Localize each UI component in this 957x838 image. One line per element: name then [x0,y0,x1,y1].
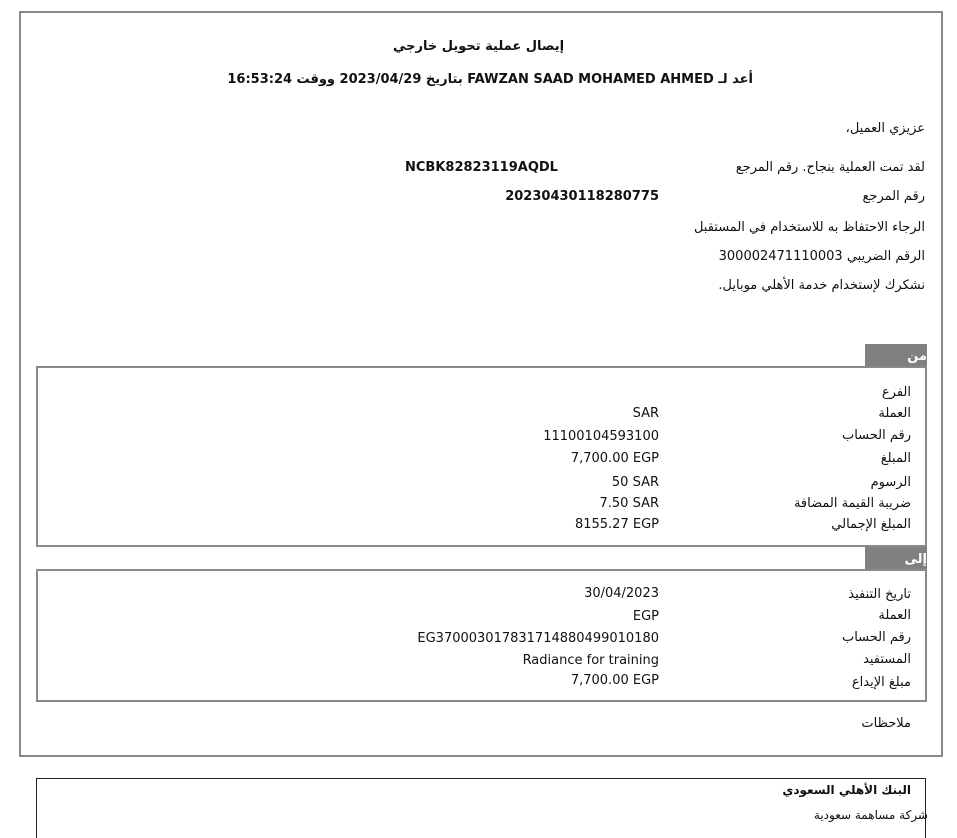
keep-note: الرجاء الاحتفاظ به للاستخدام في المستقبل [693,220,925,235]
from-account-value: 11100104593100 [543,429,659,444]
notes-label: ملاحظات [861,716,911,731]
greeting: عزيزي العميل، [845,121,925,136]
to-currency-label: العملة [878,608,911,623]
to-beneficiary-value: Radiance for training [522,653,659,668]
from-vat-label: ضريبة القيمة المضافة [793,496,911,511]
thanks-message: نشكرك لإستخدام خدمة الأهلي موبايل. [718,278,925,293]
from-fees-label: الرسوم [870,475,911,490]
to-exec-date-value: 30/04/2023 [584,586,659,601]
success-label: لقد تمت العملية بنجاح. رقم المرجع [735,160,925,175]
to-section-header: إلى [865,547,927,569]
to-account-value: EG370003017831714880499010180 [417,631,659,646]
to-exec-date-label: تاريخ التنفيذ [848,587,911,602]
to-currency-value: EGP [632,609,659,624]
from-vat-value: 7.50 SAR [599,496,659,511]
from-branch-label: الفرع [881,385,911,400]
receipt-title: إيصال عملية تحويل خارجي [392,39,565,54]
company-type: شركة مساهمة سعودية [813,808,928,822]
reference-number: 20230430118280775 [505,189,659,204]
tax-number-line: الرقم الضريبي 300002471110003 [718,249,925,264]
to-deposit-value: 7,700.00 EGP [570,673,659,688]
from-section-box [36,366,927,547]
from-currency-value: SAR [632,406,659,421]
from-currency-label: العملة [878,406,911,421]
from-total-label: المبلغ الإجمالي [831,517,911,532]
to-beneficiary-label: المستفيد [863,652,911,667]
prepared-for-line: أعد لـ FAWZAN SAAD MOHAMED AHMED بتاريخ 2023/04/29 ووقت 16:53:24 [227,72,753,87]
from-total-value: 8155.27 EGP [574,517,659,532]
to-account-label: رقم الحساب [841,630,911,645]
bank-name: البنك الأهلي السعودي [782,783,911,797]
success-reference: NCBK82823119AQDL [405,160,558,175]
from-fees-value: 50 SAR [611,475,659,490]
to-deposit-label: مبلغ الإيداع [851,675,911,690]
from-account-label: رقم الحساب [841,428,911,443]
from-amount-label: المبلغ [880,451,911,466]
from-amount-value: 7,700.00 EGP [570,451,659,466]
reference-label: رقم المرجع [862,189,925,204]
from-section-header: من [865,344,927,366]
